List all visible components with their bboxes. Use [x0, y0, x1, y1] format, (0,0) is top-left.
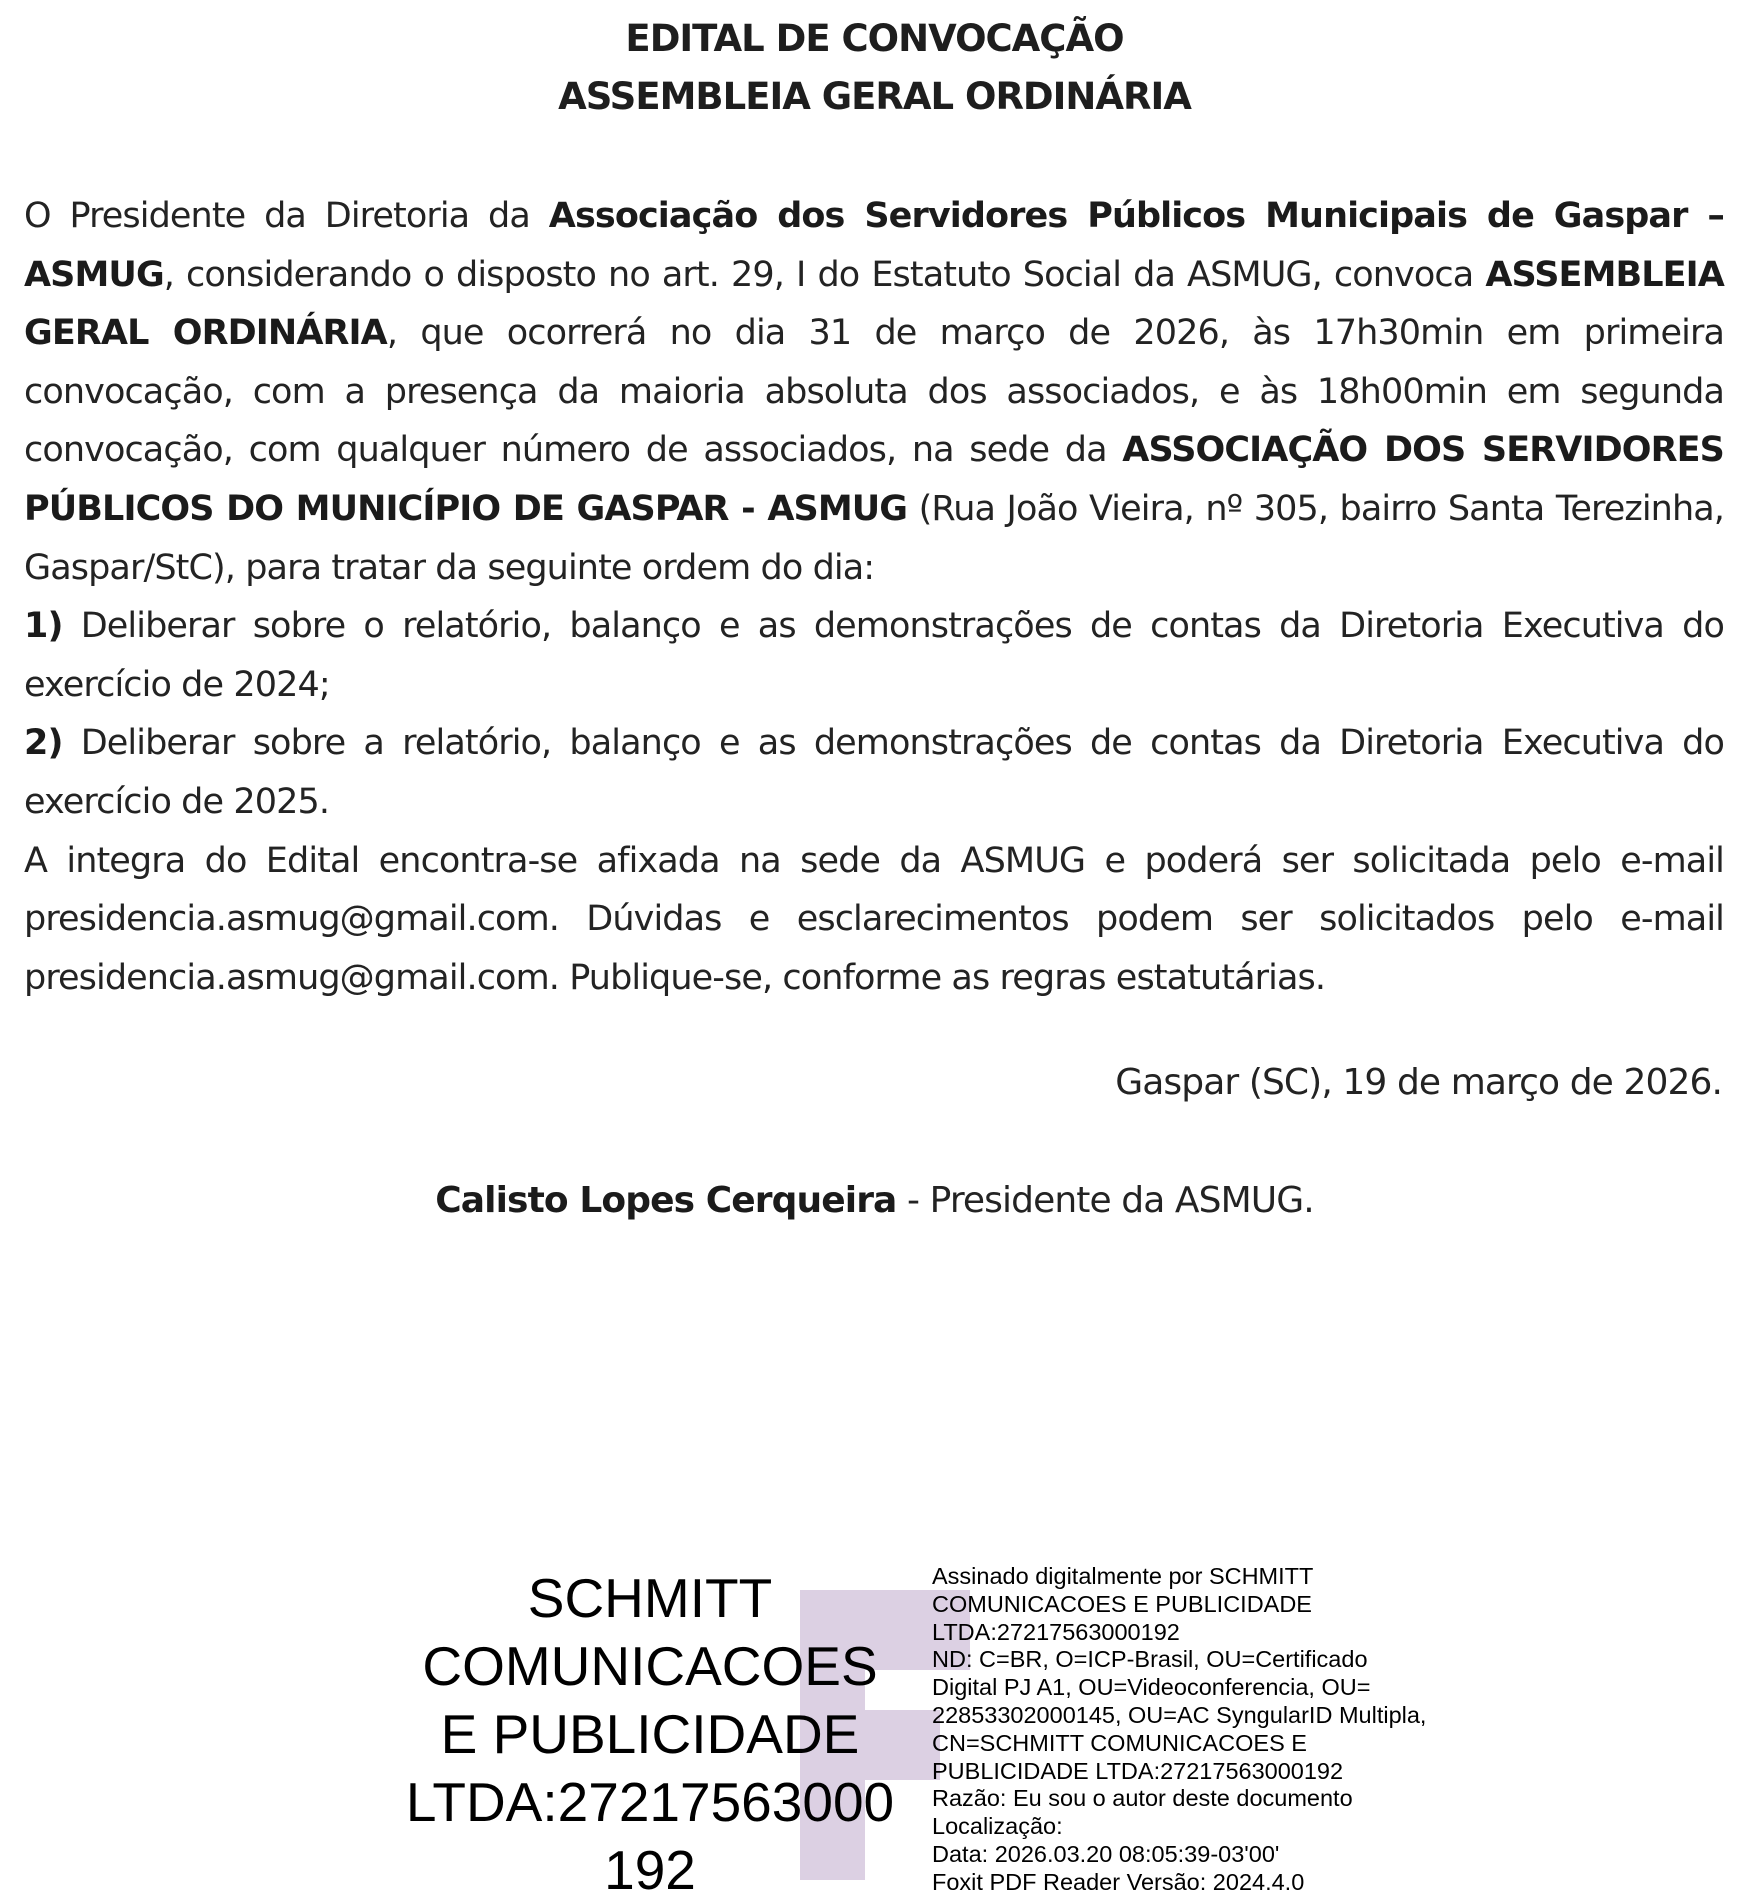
- stamp-detail-line: 22853302000145, OU=AC SyngularID Multipla,: [932, 1701, 1427, 1728]
- agenda-item-text: Deliberar sobre a relatório, balanço e as demonstrações de contas da Diretoria Executiva do exercício de 2025.: [24, 723, 1724, 822]
- intro-paragraph: [24, 187, 1724, 597]
- stamp-detail-line: Assinado digitalmente por SCHMITT: [932, 1563, 1314, 1589]
- stamp-detail-line: Digital PJ A1, OU=Videoconferencia, OU=: [932, 1674, 1371, 1701]
- stamp-detail-line: Localização:: [932, 1813, 1063, 1840]
- stamp-detail-line: PUBLICIDADE LTDA:27217563000192: [932, 1757, 1344, 1784]
- document-title: [0, 10, 1749, 126]
- stamp-detail-line: COMUNICACOES E PUBLICIDADE: [932, 1590, 1312, 1617]
- stamp-detail-line: ND: C=BR, O=ICP-Brasil, OU=Certificado: [932, 1646, 1368, 1673]
- stamp-detail-line: CN=SCHMITT COMUNICACOES E: [932, 1729, 1307, 1756]
- stamp-name-line: SCHMITT: [527, 1567, 773, 1629]
- agenda-item-text: Deliberar sobre o relatório, balanço e as demonstrações de contas da Diretoria Executiva do exercício de 2024;: [24, 606, 1724, 705]
- agenda-item-number: 1): [24, 606, 63, 647]
- agenda-item: [24, 714, 1724, 831]
- agenda-item: [24, 597, 1724, 714]
- intro-text-2: , considerando o disposto no art. 29, I do Estatuto Social da ASMUG, convoca: [163, 254, 1486, 295]
- stamp-name-line: COMUNICACOES: [422, 1635, 878, 1697]
- signature-stamp-details: [932, 1563, 1732, 1897]
- stamp-name-line: 192: [604, 1839, 696, 1901]
- stamp-detail-line: Razão: Eu sou o autor deste documento: [932, 1785, 1353, 1812]
- title-line-2: ASSEMBLEIA GERAL ORDINÁRIA: [558, 75, 1191, 118]
- signature-line: [0, 1176, 1749, 1226]
- intro-text-3: , que ocorrerá no dia 31 de março de 2026, às 17h30min em primeira convocação, com a presença da maioria absoluta dos associados, e às 18h00min em segunda convocação, com qualquer número de associados, na sede da: [24, 313, 1724, 471]
- signer-role: - Presidente da ASMUG.: [896, 1180, 1314, 1221]
- stamp-name-line: E PUBLICIDADE: [440, 1703, 860, 1765]
- assembly-name: ASSEMBLEIA GERAL ORDINÁRIA: [24, 254, 1724, 354]
- intro-text-1: O Presidente da Diretoria da: [24, 196, 549, 236]
- signer-name: Calisto Lopes Cerqueira: [435, 1180, 897, 1221]
- place-date: Gaspar (SC), 19 de março de 2026.: [1115, 1062, 1722, 1103]
- stamp-detail-line: Foxit PDF Reader Versão: 2024.4.0: [932, 1868, 1305, 1895]
- closing-paragraph: A integra do Edital encontra-se afixada na sede da ASMUG e poderá ser solicitada pelo e-mail presidencia.asmug@gmail.com. Dúvidas e esclarecimentos podem ser solicitados pelo e-mail presidencia.asmug@gmail.com. Publique-se, conforme as regras estatutárias.: [24, 840, 1724, 998]
- agenda-item-number: 2): [24, 723, 63, 764]
- stamp-name-line: LTDA:27217563000: [405, 1771, 895, 1833]
- signature-stamp-name: [375, 1564, 925, 1904]
- stamp-detail-line: LTDA:27217563000192: [932, 1618, 1180, 1645]
- stamp-detail-line: Data: 2026.03.20 08:05:39-03'00': [932, 1840, 1280, 1867]
- association-name: Associação dos Servidores Públicos Municipais de Gaspar – ASMUG: [24, 196, 1725, 295]
- intro-text-4: (Rua João Vieira, nº 305, bairro Santa Terezinha, Gaspar/StC), para tratar da seguinte ordem do dia:: [24, 488, 1725, 588]
- association-seat: ASSOCIAÇÃO DOS SERVIDORES PÚBLICOS DO MUNICÍPIO DE GASPAR - ASMUG: [24, 430, 1724, 529]
- document-body: [24, 187, 1724, 1007]
- title-line-1: EDITAL DE CONVOCAÇÃO: [625, 17, 1124, 60]
